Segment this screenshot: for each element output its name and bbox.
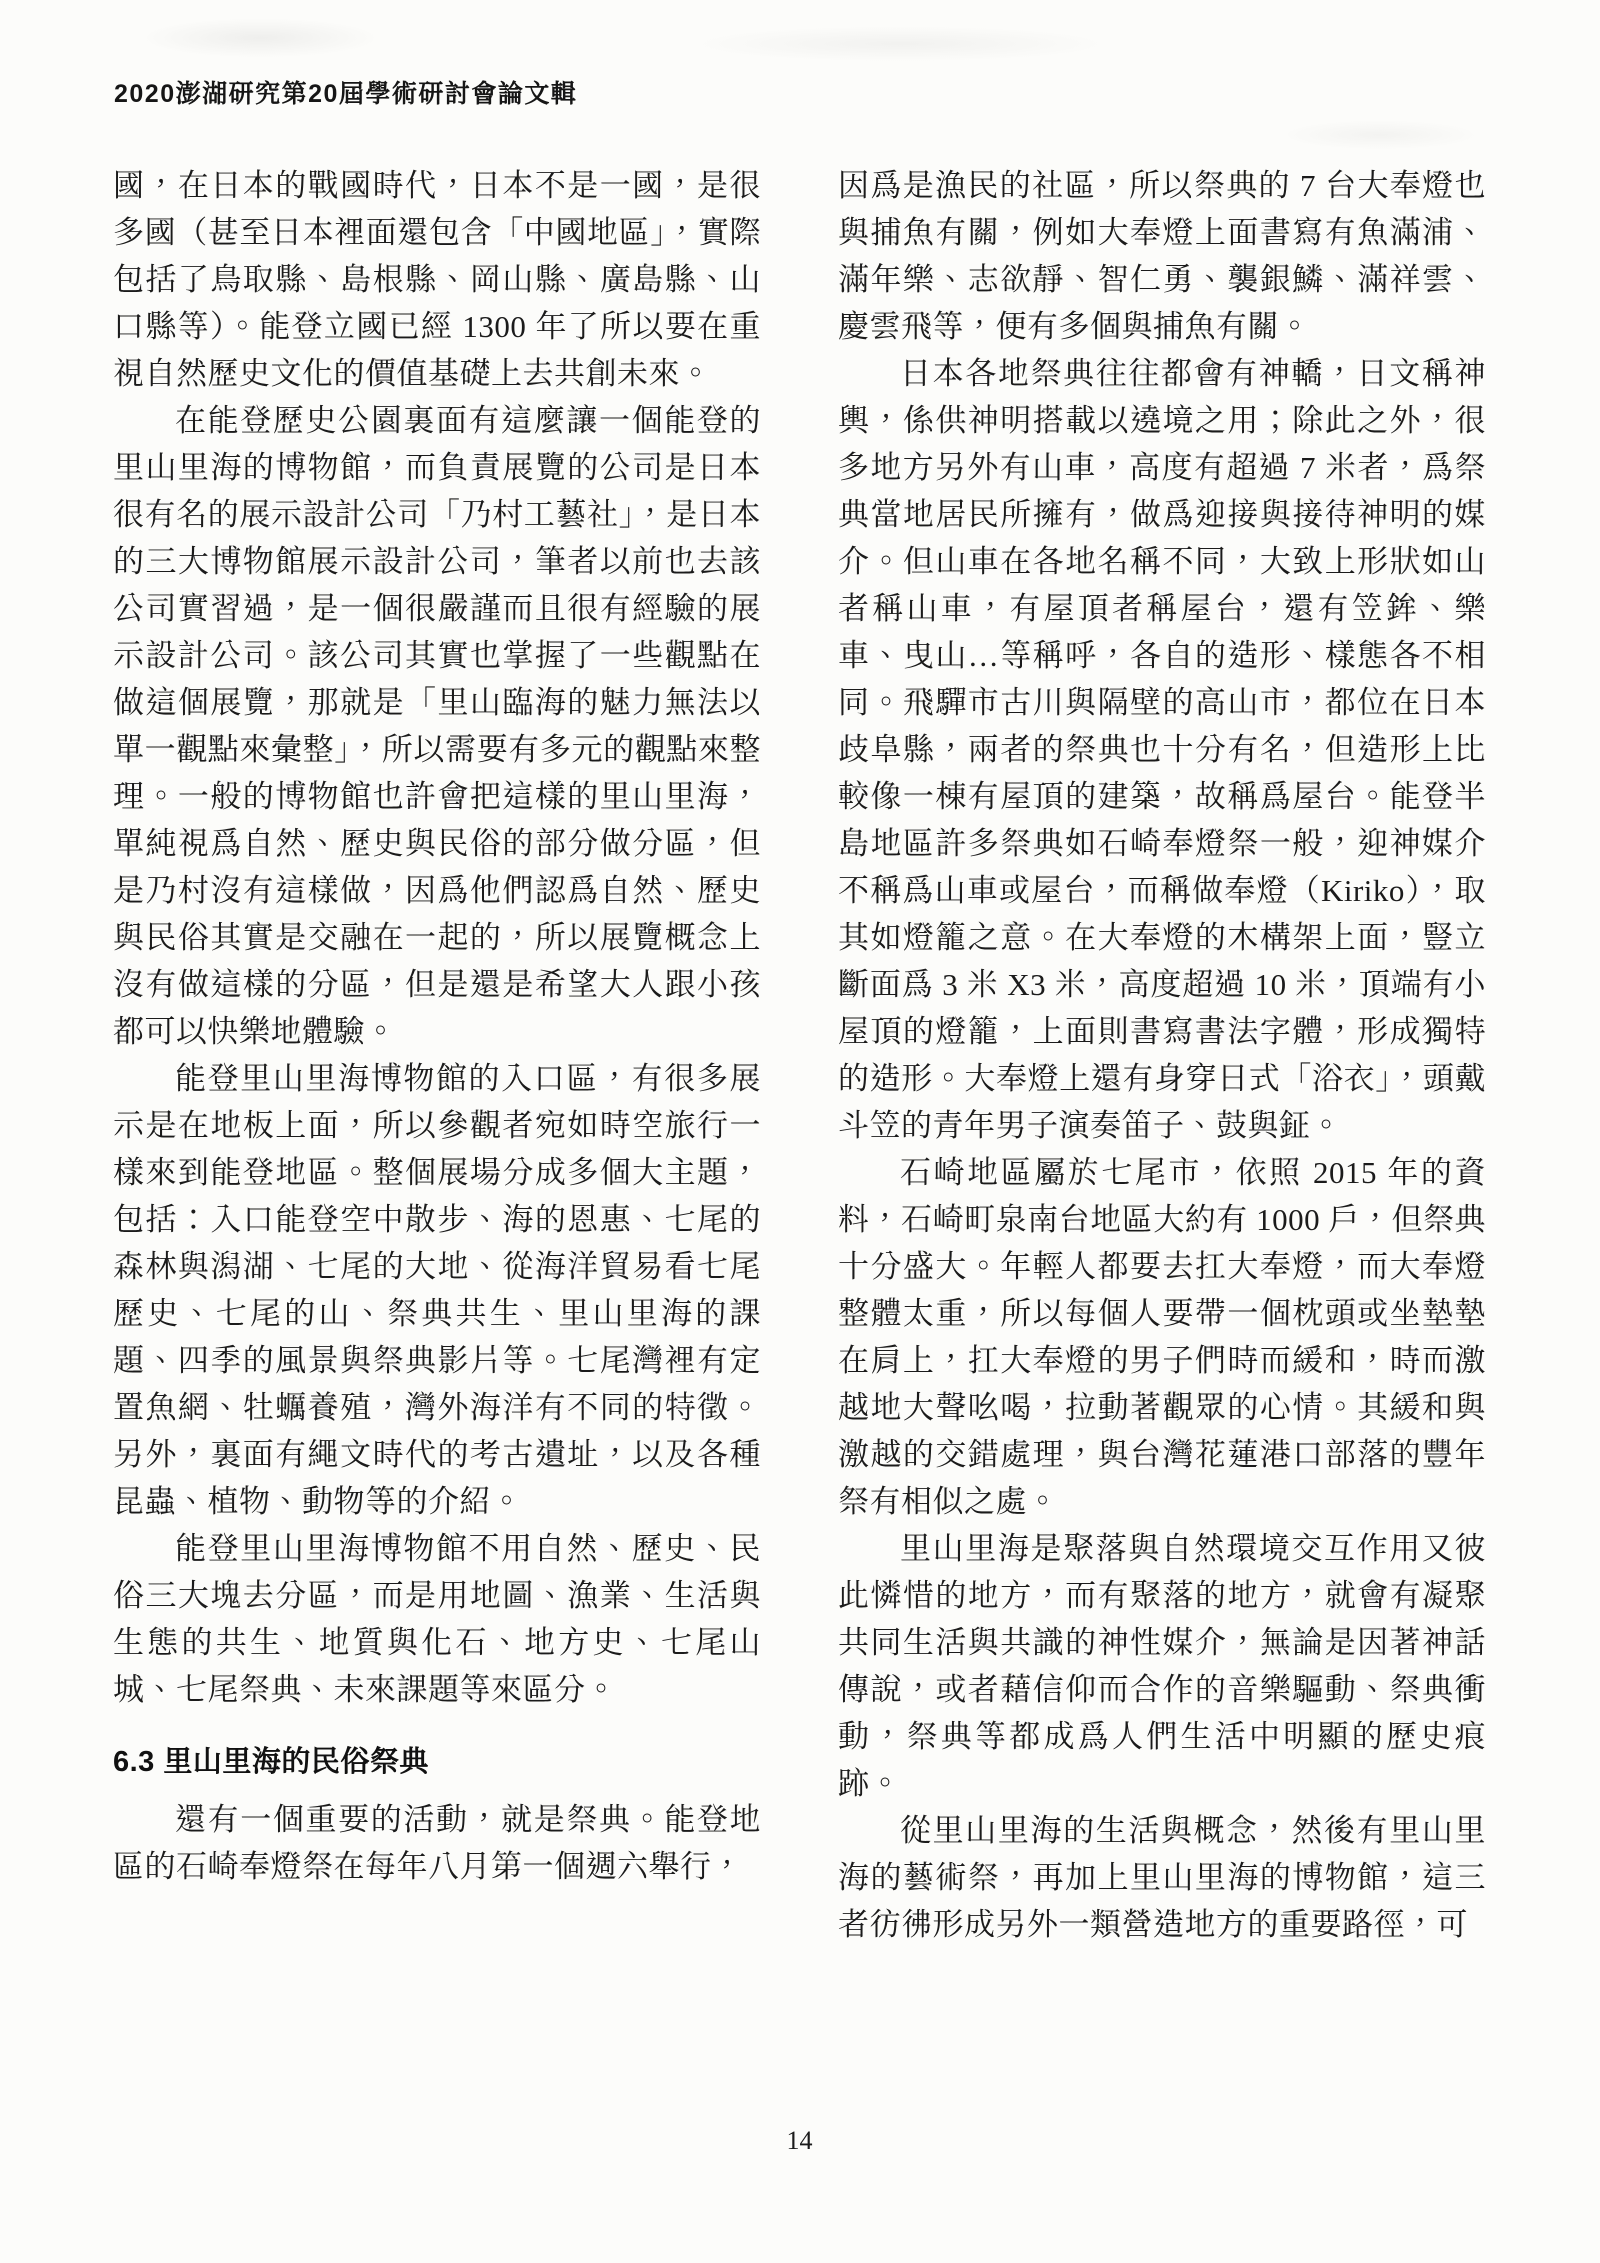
page-number: 14 <box>786 2126 813 2155</box>
scan-artifact <box>690 26 1110 62</box>
running-header: 2020澎湖研究第20屆學術研討會論文輯 <box>114 80 578 108</box>
body-paragraph: 能登里山里海博物館的入口區，有很多展示是在地板上面，所以參觀者宛如時空旅行一樣來到能登地區。整個展場分成多個大主題，包括：入口能登空中散步、海的恩惠、七尾的森林與潟湖、七尾的大地、從海洋貿易看七尾歷史、七尾的山、祭典共生、里山里海的課題、四季的風景與祭典影片等。七尾灣裡有定置魚網、牡蠣養殖，灣外海洋有不同的特徵。另外，裏面有繩文時代的考古遺址，以及各種昆蟲、植物、動物等的介紹。 <box>113 1061 761 1519</box>
body-paragraph: 里山里海是聚落與自然環境交互作用又彼此憐惜的地方，而有聚落的地方，就會有凝聚共同生活與共識的神性媒介，無論是因著神話傳說，或者藉信仰而合作的音樂驅動、祭典衝動，祭典等都成爲人們生活中明顯的歷史痕跡。 <box>838 1531 1486 1801</box>
body-paragraph: 石崎地區屬於七尾市，依照 2015 年的資料，石崎町泉南台地區大約有 1000 戶，但祭典十分盛大。年輕人都要去扛大奉燈，而大奉燈整體太重，所以每個人要帶一個枕頭或坐墊墊在肩上，扛大奉燈的男子們時而緩和，時而激越地大聲吆喝，拉動著觀眾的心情。其緩和與激越的交錯處理，與台灣花蓮港口部落的豐年祭有相似之處。 <box>838 1155 1486 1519</box>
right-column <box>838 162 1486 1948</box>
left-column <box>113 162 761 1948</box>
text-columns <box>113 162 1486 1948</box>
section-heading: 6.3 里山里海的民俗祭典 <box>113 1746 429 1778</box>
body-paragraph: 能登里山里海博物館不用自然、歷史、民俗三大塊去分區，而是用地圖、漁業、生活與生態的共生、地質與化石、地方史、七尾山城、七尾祭典、未來課題等來區分。 <box>113 1531 761 1707</box>
body-paragraph: 國，在日本的戰國時代，日本不是一國，是很多國（甚至日本裡面還包含「中國地區」，實際包括了鳥取縣、島根縣、岡山縣、廣島縣、山口縣等）。能登立國已經 1300 年了所以要在重視自然歷史文化的價值基礎上去共創未來。 <box>113 168 761 391</box>
scan-artifact <box>140 18 380 58</box>
scan-artifact <box>1280 120 1480 150</box>
body-paragraph: 在能登歷史公園裏面有這麼讓一個能登的里山里海的博物館，而負責展覽的公司是日本很有名的展示設計公司「乃村工藝社」，是日本的三大博物館展示設計公司，筆者以前也去該公司實習過，是一個很嚴謹而且很有經驗的展示設計公司。該公司其實也掌握了一些觀點在做這個展覽，那就是「里山臨海的魅力無法以單一觀點來彙整」，所以需要有多元的觀點來整理。一般的博物館也許會把這樣的里山里海，單純視爲自然、歷史與民俗的部分做分區，但是乃村沒有這樣做，因爲他們認爲自然、歷史與民俗其實是交融在一起的，所以展覽概念上沒有做這樣的分區，但是還是希望大人跟小孩都可以快樂地體驗。 <box>113 403 761 1049</box>
body-paragraph: 從里山里海的生活與概念，然後有里山里海的藝術祭，再加上里山里海的博物館，這三者彷彿形成另外一類營造地方的重要路徑，可 <box>838 1813 1486 1942</box>
body-paragraph: 還有一個重要的活動，就是祭典。能登地區的石崎奉燈祭在每年八月第一個週六舉行， <box>113 1802 761 1884</box>
body-paragraph: 因爲是漁民的社區，所以祭典的 7 台大奉燈也與捕魚有關，例如大奉燈上面書寫有魚滿浦、滿年樂、志欲靜、智仁勇、襲銀鱗、滿祥雲、慶雲飛等，便有多個與捕魚有關。 <box>838 168 1486 344</box>
body-paragraph: 日本各地祭典往往都會有神轎，日文稱神輿，係供神明搭載以遶境之用；除此之外，很多地方另外有山車，高度有超過 7 米者，爲祭典當地居民所擁有，做爲迎接與接待神明的媒介。但山車在各地名稱不同，大致上形狀如山者稱山車，有屋頂者稱屋台，還有笠鉾、樂車、曳山…等稱呼，各自的造形、樣態各不相同。飛驒市古川與隔壁的高山市，都位在日本歧阜縣，兩者的祭典也十分有名，但造形上比較像一棟有屋頂的建築，故稱爲屋台。能登半島地區許多祭典如石崎奉燈祭一般，迎神媒介不稱爲山車或屋台，而稱做奉燈（Kiriko），取其如燈籠之意。在大奉燈的木構架上面，豎立斷面爲 3 米 X3 米，高度超過 10 米，頂端有小屋頂的燈籠，上面則書寫書法字體，形成獨特的造形。大奉燈上還有身穿日式「浴衣」，頭戴斗笠的青年男子演奏笛子、鼓與鉦。 <box>838 356 1486 1143</box>
